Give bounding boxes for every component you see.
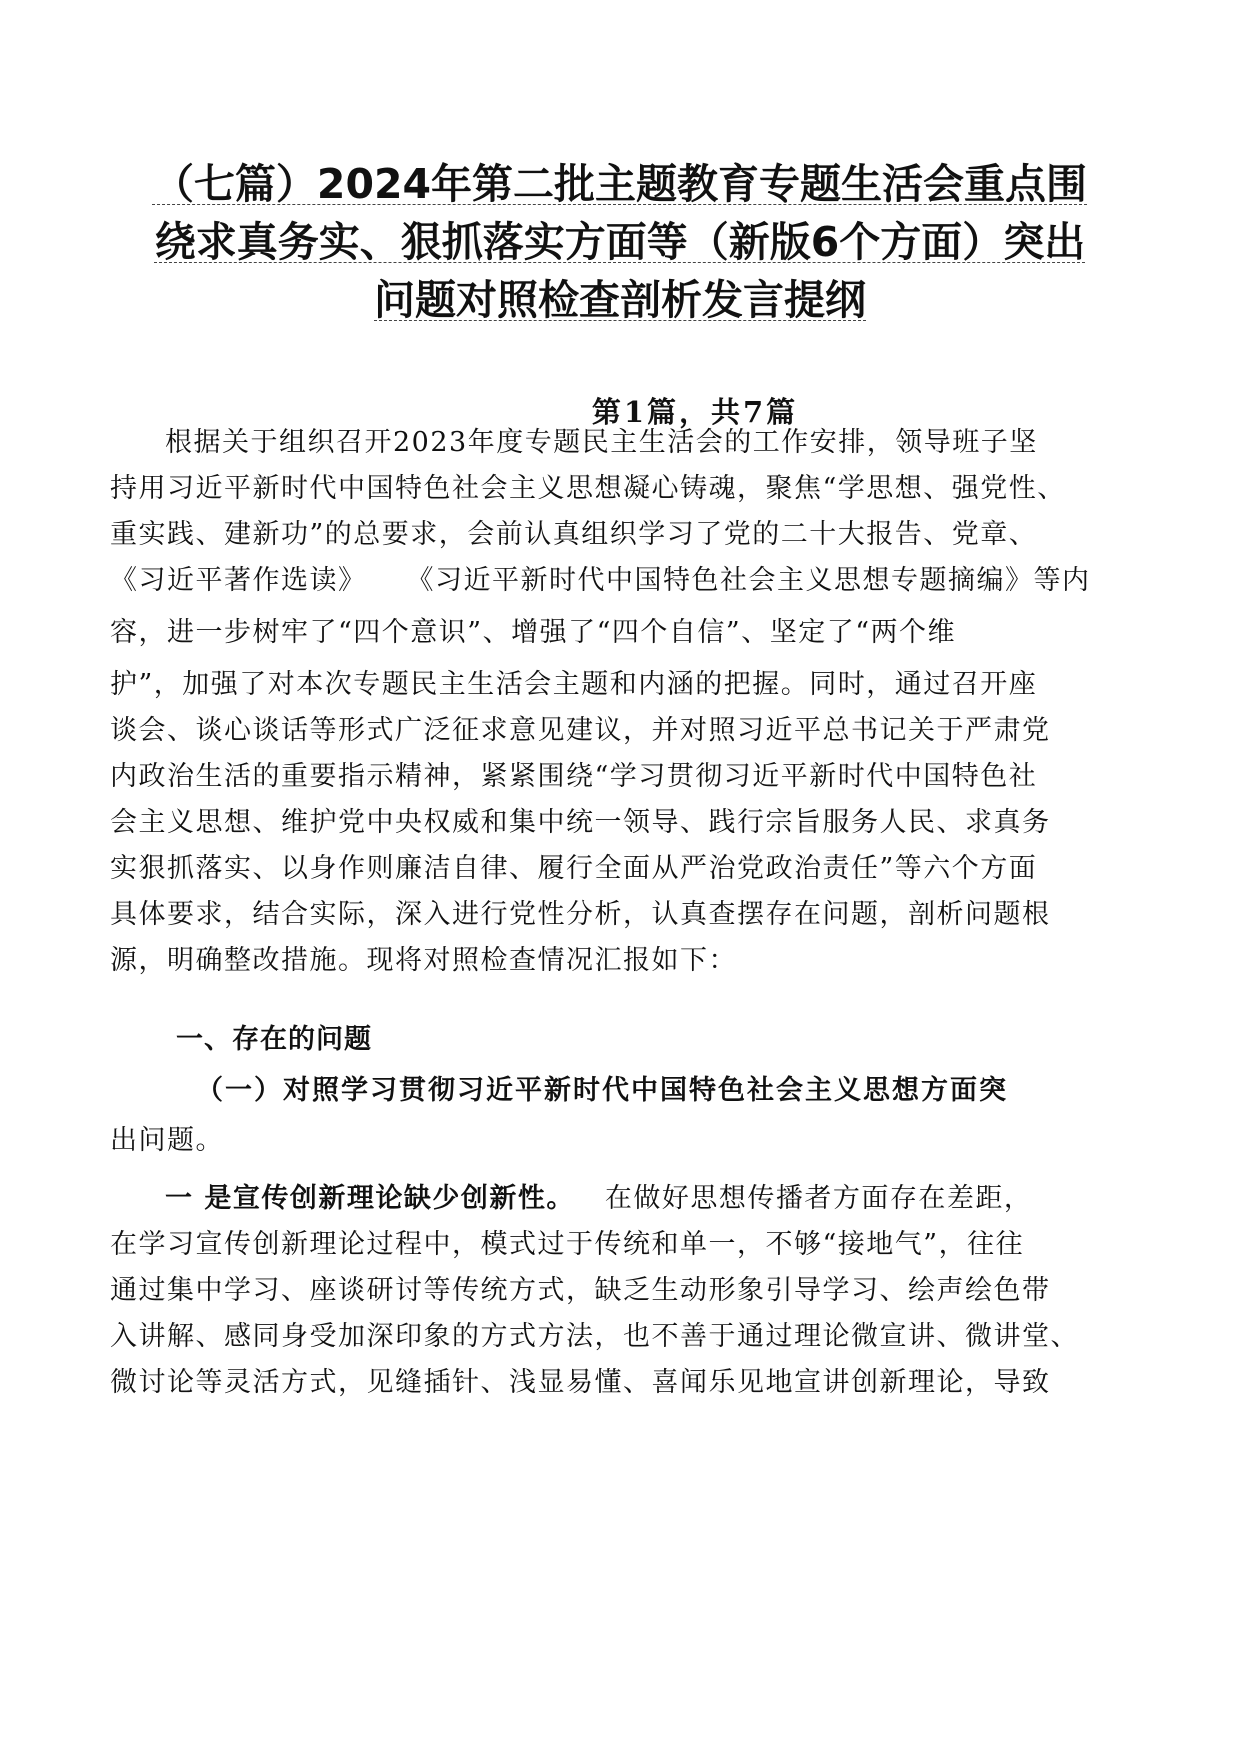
section-heading: 一、存在的问题 [176,1024,372,1055]
intro-line: 重实践、建新功”的总要求，会前认真组织学习了党的二十大报告、党章、 [110,519,1038,550]
point-line: 入讲解、感同身受加深印象的方式方法，也不善于通过理论微宣讲、微讲堂、 [110,1321,1079,1352]
intro-line: 源，明确整改措施。现将对照检查情况汇报如下： [110,945,737,976]
title-line: （七篇）2024年第二批主题教育专题生活会重点围 [152,160,1088,208]
point-line: 微讨论等灵活方式，见缝插针、浅显易懂、喜闻乐见地宣讲创新理论，导致 [110,1367,1051,1398]
point-lead: 一 是宣传创新理论缺少创新性。 [165,1183,575,1214]
intro-paragraph [110,420,1140,984]
point-line: 通过集中学习、座谈研讨等传统方式，缺乏生动形象引导学习、绘声绘色带 [110,1275,1051,1306]
point-text: 在做好思想传播者方面存在差距， [604,1183,1033,1214]
point-paragraph [110,1176,1140,1406]
book-title: 《习近平新时代中国特色社会主义思想专题摘编》等内 [406,565,1091,596]
book-title: 《习近平著作选读》 [110,565,367,596]
intro-line: 持用习近平新时代中国特色社会主义思想凝心铸魂，聚焦“学思想、强党性、 [110,473,1066,504]
intro-line: 护”，加强了对本次专题民主生活会主题和内涵的把握。同时，通过召开座 [110,669,1038,700]
part-indicator: 第1篇，共7篇 [591,395,799,429]
point-line: 在学习宣传创新理论过程中，模式过于传统和单一，不够“接地气”，往往 [110,1229,1025,1260]
intro-line: 容，进一步树牢了“四个意识”、增强了“四个自信”、坚定了“两个维 [110,617,957,648]
title-line: 绕求真务实、狠抓落实方面等（新版6个方面）突出 [154,218,1086,266]
intro-line: 内政治生活的重要指示精神，紧紧围绕“学习贯彻习近平新时代中国特色社 [110,761,1038,792]
intro-line: 根据关于组织召开2023年度专题民主生活会的工作安排，领导班子坚 [165,427,1038,458]
intro-line: 具体要求，结合实际，深入进行党性分析，认真查摆存在问题，剖析问题根 [110,899,1051,930]
intro-line: 谈会、谈心谈话等形式广泛征求意见建议，并对照习近平总书记关于严肃党 [110,715,1051,746]
intro-line: 实狠抓落实、以身作则廉洁自律、履行全面从严治党政治责任”等六个方面 [110,853,1038,884]
title-line: 问题对照检查剖析发言提纲 [374,276,866,324]
intro-line: 会主义思想、维护党中央权威和集中统一领导、践行宗旨服务人民、求真务 [110,807,1051,838]
intro-line-with-gap [110,558,1140,604]
subsection-heading: （一）对照学习贯彻习近平新时代中国特色社会主义思想方面突 [196,1075,1008,1106]
point-first-line [110,1176,1140,1222]
subsection-heading-continuation: 出问题。 [110,1125,224,1156]
document-title [110,155,1130,329]
